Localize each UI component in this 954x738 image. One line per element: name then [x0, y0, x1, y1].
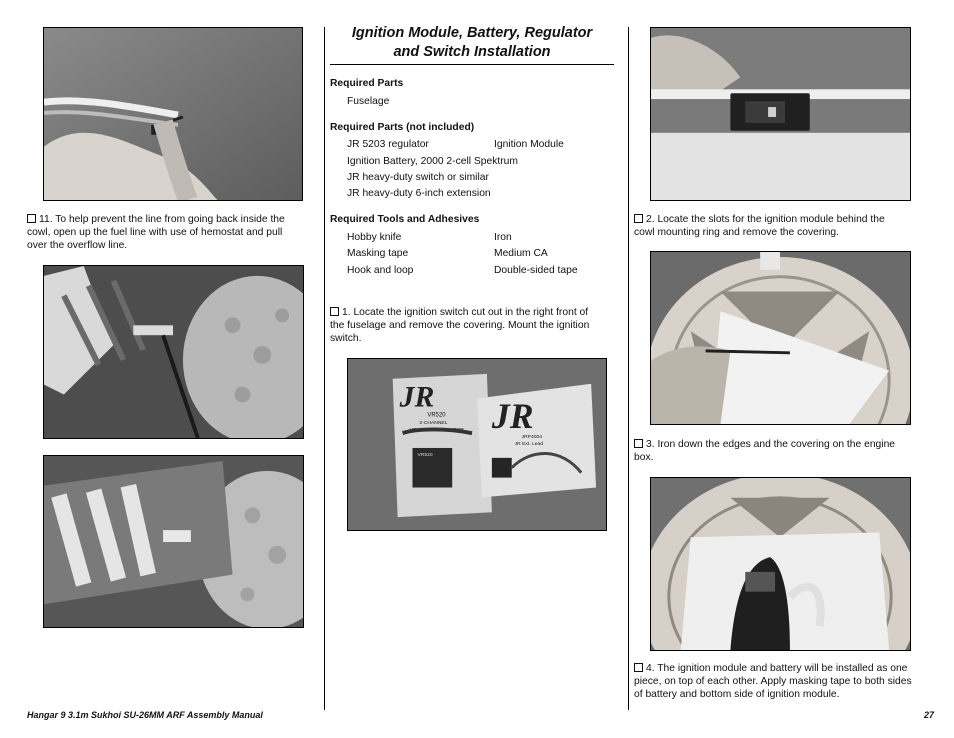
tool-item: Double-sided tape	[494, 265, 578, 276]
required-parts-heading: Required Parts	[330, 78, 404, 89]
section-title: Ignition Module, Battery, Regulator and Switch Installation	[351, 25, 593, 60]
step-2-caption: 2. Locate the slots for the ignition module behind the cowl mounting ring and remove the covering.	[634, 214, 885, 238]
step-11-checkbox[interactable]	[27, 214, 36, 223]
photo-fuel-line-hemostat	[43, 27, 303, 201]
svg-text:VR520: VR520	[427, 412, 446, 419]
svg-text:JRP4004: JRP4004	[521, 435, 543, 441]
required-parts-not-included-heading: Required Parts (not included)	[330, 122, 475, 133]
step-4-caption: 4. The ignition module and battery will be installed as one piece, on top of each other. Apply masking tape to both sides of battery and bottom side of ignition module.	[634, 663, 912, 700]
step-2-checkbox[interactable]	[634, 214, 643, 223]
required-part-item: Fuselage	[347, 96, 390, 107]
title-rule	[330, 64, 614, 65]
step-1-caption: 1. Locate the ignition switch cut out in the right front of the fuselage and remove the covering. Mount the ignition switch.	[330, 307, 590, 344]
tool-item: Hobby knife	[347, 232, 402, 243]
column-divider-left	[324, 27, 325, 710]
not-included-item: JR 5203 regulator	[347, 139, 429, 150]
not-included-item: Ignition Battery, 2000 2-cell Spektrum	[347, 156, 518, 167]
tool-item: Iron	[494, 232, 512, 243]
required-tools-heading: Required Tools and Adhesives	[330, 214, 480, 225]
svg-text:2-CHANNEL: 2-CHANNEL	[419, 421, 448, 427]
footer-page-number: 27	[924, 710, 935, 720]
not-included-item: Ignition Module	[494, 139, 564, 150]
tool-item: Masking tape	[347, 248, 409, 259]
column-divider-right	[628, 27, 629, 710]
photo-ignition-switch	[650, 27, 911, 201]
step-11-caption: 11. To help prevent the line from going back inside the cowl, open up the fuel line with use of hemostat and pull over the overflow line.	[27, 214, 285, 251]
svg-text:JR: JR	[491, 396, 534, 437]
step-4-checkbox[interactable]	[634, 663, 643, 672]
not-included-item: JR heavy-duty switch or similar	[347, 172, 489, 183]
photo-cowl-ring-slots	[650, 251, 911, 425]
svg-text:VR520: VR520	[417, 452, 433, 458]
svg-text:VOLTAGE REGULATOR: VOLTAGE REGULATOR	[409, 428, 464, 434]
photo-cowl-overflow-hemostat	[43, 265, 304, 439]
not-included-item: JR heavy-duty 6-inch extension	[347, 188, 491, 199]
tool-item: Hook and loop	[347, 265, 414, 276]
photo-jr-packages	[347, 358, 607, 531]
svg-text:JR Ext. Lead: JR Ext. Lead	[514, 442, 544, 447]
tool-item: Medium CA	[494, 248, 548, 259]
svg-text:JR: JR	[399, 381, 435, 414]
step-3-caption: 3. Iron down the edges and the covering on the engine box.	[634, 439, 896, 463]
photo-cowl-overflow-finished	[43, 455, 304, 628]
step-1-checkbox[interactable]	[330, 307, 339, 316]
photo-engine-box-module	[650, 477, 911, 651]
footer-manual-title: Hangar 9 3.1m Sukhoi SU-26MM ARF Assembly Manual	[27, 710, 263, 720]
step-3-checkbox[interactable]	[634, 439, 643, 448]
